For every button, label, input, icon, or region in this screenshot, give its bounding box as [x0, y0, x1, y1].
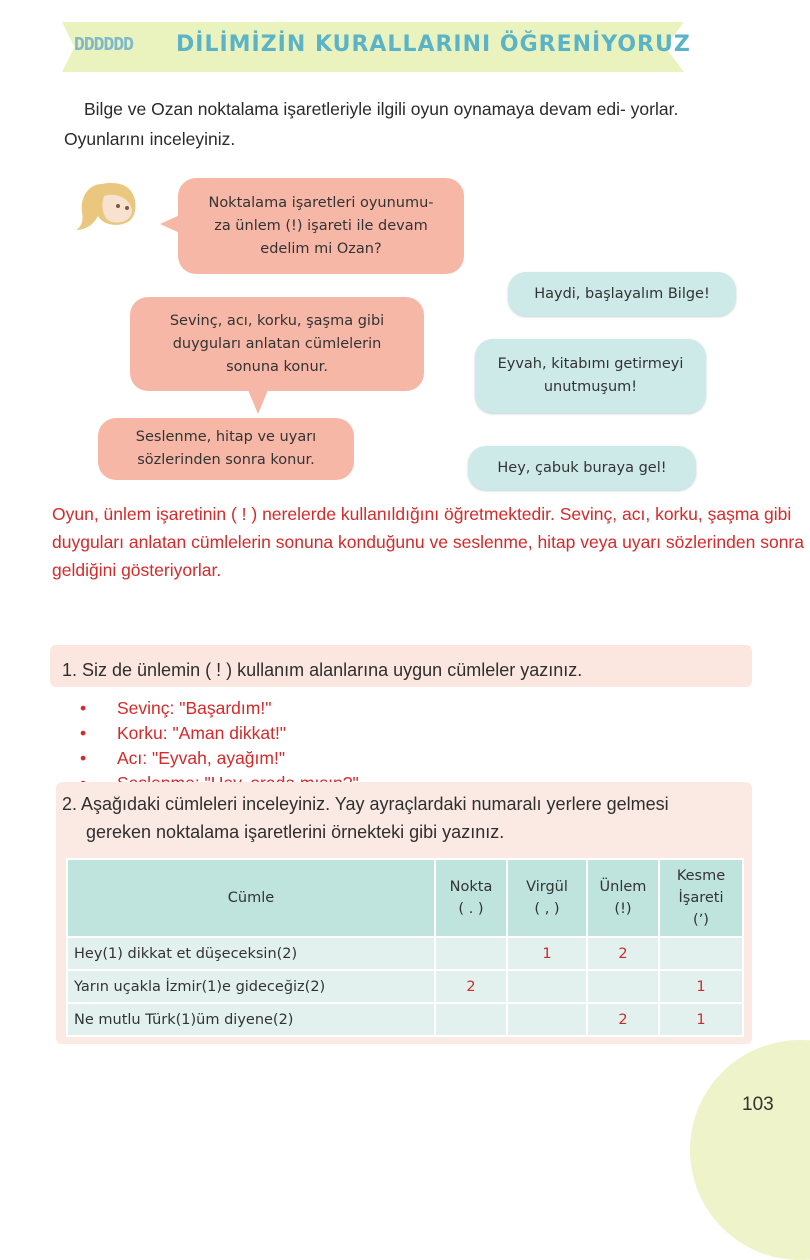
list-item: • Korku: "Aman dikkat!" [80, 721, 359, 746]
page-number: 103 [742, 1094, 774, 1115]
intro-paragraph: Bilge ve Ozan noktalama işaretleriyle ilgili oyun oynamaya devam edi- yorlar. Oyunlarını inceleyiniz. [64, 99, 679, 149]
unlem-cell [587, 970, 659, 1003]
table-row [67, 970, 743, 1003]
header-symbol: ( , ) [534, 901, 560, 917]
kesme-cell: 1 [659, 970, 743, 1003]
sentence-cell: Yarın uçakla İzmir(1)e gideceğiz(2) [67, 970, 435, 1003]
column-header-kesme [659, 859, 743, 937]
header-symbol: (ʼ) [693, 912, 709, 928]
speech-bubble-bilge-3 [98, 418, 354, 480]
bubble-tail [248, 390, 268, 414]
speech-bubble-ozan-1 [508, 272, 736, 316]
page-title: DİLİMİZİN KURALLARINI ÖĞRENİYORUZ [176, 32, 691, 57]
banner-decoration: DDDDDD [74, 34, 134, 55]
speech-bubble-text: Haydi, başlayalım Bilge! [534, 285, 710, 302]
speech-bubble-text: Hey, çabuk buraya gel! [497, 459, 667, 476]
header-symbol: (!) [614, 901, 632, 917]
nokta-cell [435, 937, 507, 970]
header-label: Kesme [676, 868, 726, 884]
kesme-cell: 1 [659, 1003, 743, 1036]
speech-bubble-bilge-1 [178, 178, 464, 274]
bubble-tail [160, 214, 182, 234]
unlem-cell: 2 [587, 1003, 659, 1036]
header-label: Nokta [449, 879, 493, 895]
question-1-text: 1. Siz de ünlemin ( ! ) kullanım alanlarına uygun cümleler yazınız. [62, 660, 583, 680]
speech-bubble-ozan-2 [475, 339, 706, 413]
question-2-line-2: gereken noktalama işaretlerini örnekteki gibi yazınız. [86, 822, 505, 842]
speech-bubble-ozan-3 [468, 446, 696, 490]
column-header-sentence: Cümle [67, 859, 435, 937]
speech-bubble-text: Noktalama işaretleri oyunumu- za ünlem (!) işareti ile devam edelim mi Ozan? [208, 194, 434, 257]
speech-bubble-bilge-2 [130, 297, 424, 391]
table-row [67, 937, 743, 970]
speech-bubble-text: Eyvah, kitabımı getirmeyi unutmuşum! [497, 356, 684, 395]
speech-bubble-text: Sevinç, acı, korku, şaşma gibi duyguları anlatan cümlelerin sonuna konur. [169, 312, 385, 375]
answer-list [80, 696, 359, 796]
sentence-cell: Ne mutlu Türk(1)üm diyene(2) [67, 1003, 435, 1036]
virgul-cell [507, 1003, 587, 1036]
header-label: Ünlem [599, 879, 647, 895]
nokta-cell: 2 [435, 970, 507, 1003]
virgul-cell [507, 970, 587, 1003]
column-header-virgul [507, 859, 587, 937]
list-item: • Sevinç: "Başardım!" [80, 696, 359, 721]
kesme-cell [659, 937, 743, 970]
girl-illustration [72, 178, 142, 232]
question-2-line-1: 2. Aşağıdaki cümleleri inceleyiniz. Yay ayraçlardaki numaralı yerlere gelmesi [62, 794, 669, 814]
unlem-cell: 2 [587, 937, 659, 970]
table-row [67, 1003, 743, 1036]
list-item: • Acı: "Eyvah, ayağım!" [80, 746, 359, 771]
column-header-nokta [435, 859, 507, 937]
punctuation-table [66, 858, 744, 1037]
sentence-cell: Hey(1) dikkat et düşeceksin(2) [67, 937, 435, 970]
column-header-unlem [587, 859, 659, 937]
header-symbol: ( . ) [458, 901, 484, 917]
speech-bubble-text: Seslenme, hitap ve uyarı sözlerinden sonra konur. [135, 429, 317, 468]
answer-note: Oyun, ünlem işaretinin ( ! ) nerelerde kullanıldığını öğretmektedir. Sevinç, acı, korku, şaşma gibi duyguları anlatan cümlelerin sonuna konduğunu ve seslenme, hitap veya uyarı sözlerinden sonra geldiğini gösteriyorlar. [52, 504, 804, 580]
virgul-cell: 1 [507, 937, 587, 970]
header-label: Virgül [526, 879, 568, 895]
header-label: İşareti [678, 890, 724, 906]
page-corner-decoration [690, 1040, 810, 1260]
nokta-cell [435, 1003, 507, 1036]
